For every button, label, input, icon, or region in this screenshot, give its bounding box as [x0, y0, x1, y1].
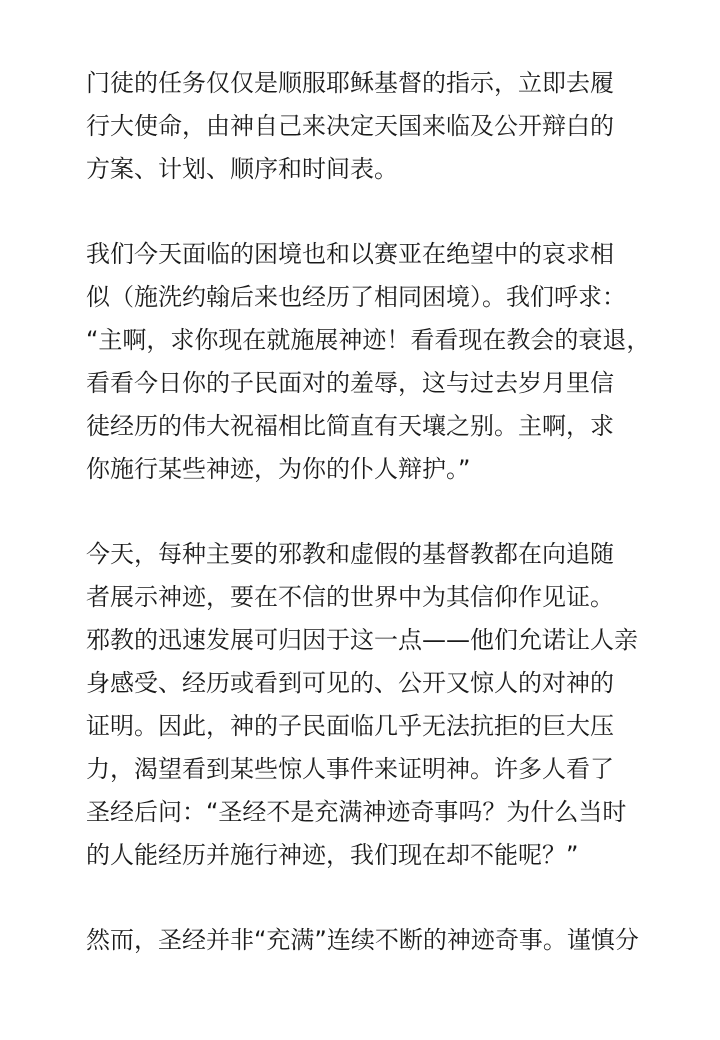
text-line: “主啊，求你现在就施展神迹！看看现在教会的衰退， — [86, 326, 651, 354]
text-line: 的人能经历并施行神迹，我们现在却不能呢？” — [86, 841, 579, 869]
text-line: 然而，圣经并非“充满”连续不断的神迹奇事。谨慎分 — [86, 926, 639, 954]
article-body — [86, 62, 651, 1004]
text-line: 行大使命，由神自己来决定天国来临及公开辩白的 — [86, 112, 614, 140]
text-line: 身感受、经历或看到可见的、公开又惊人的对神的 — [86, 669, 614, 697]
text-line: 今天，每种主要的邪教和虚假的基督教都在向追随 — [86, 540, 614, 568]
paragraph-4 — [86, 919, 646, 962]
text-line: 圣经后问：“圣经不是充满神迹奇事吗？为什么当时 — [86, 798, 627, 826]
text-line: 似（施洗约翰后来也经历了相同困境）。我们呼求： — [86, 283, 626, 311]
paragraph-1 — [86, 62, 646, 191]
text-line: 看看今日你的子民面对的羞辱，这与过去岁月里信 — [86, 369, 614, 397]
text-line: 徒经历的伟大祝福相比简直有天壤之别。主啊，求 — [86, 412, 614, 440]
text-line: 你施行某些神迹，为你的仆人辩护。” — [86, 455, 471, 483]
text-line: 门徒的任务仅仅是顺服耶稣基督的指示，立即去履 — [86, 69, 614, 97]
paragraph-2 — [86, 233, 651, 491]
paragraph-3 — [86, 533, 646, 877]
text-line: 方案、计划、顺序和时间表。 — [86, 155, 398, 183]
text-line: 邪教的迅速发展可归因于这一点——他们允诺让人亲 — [86, 626, 638, 654]
text-line: 力，渴望看到某些惊人事件来证明神。许多人看了 — [86, 755, 614, 783]
text-line: 者展示神迹，要在不信的世界中为其信仰作见证。 — [86, 583, 614, 611]
text-line: 我们今天面临的困境也和以赛亚在绝望中的哀求相 — [86, 240, 614, 268]
text-line: 证明。因此，神的子民面临几乎无法抗拒的巨大压 — [86, 712, 614, 740]
